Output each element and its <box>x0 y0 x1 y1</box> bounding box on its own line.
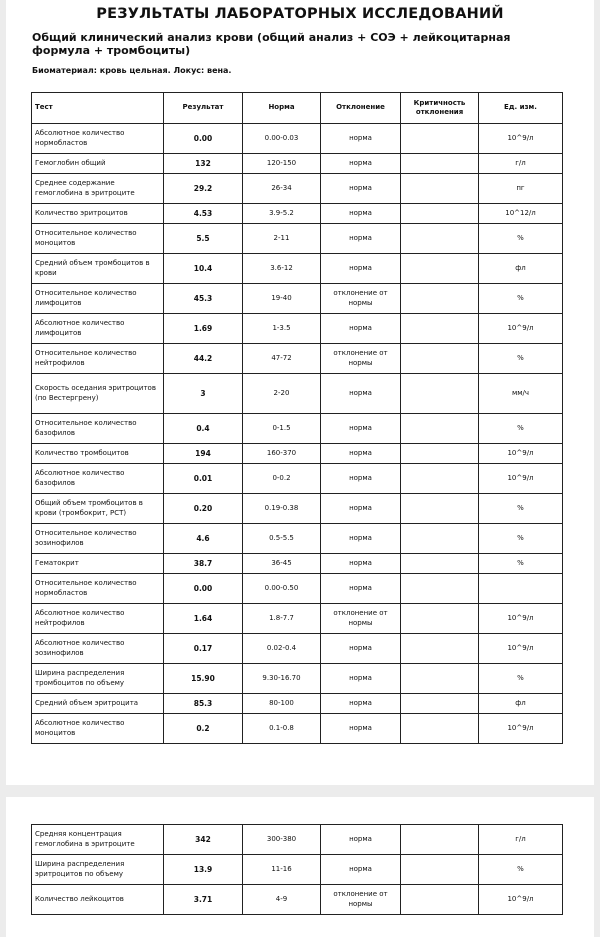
cell-norm: 0.00-0.50 <box>243 574 321 604</box>
results-table-body <box>32 124 563 744</box>
cell-test-name: Количество тромбоцитов <box>32 444 164 464</box>
cell-test-name: Относительное количество лимфоцитов <box>32 284 164 314</box>
cell-deviation: норма <box>321 314 401 344</box>
cell-deviation: норма <box>321 254 401 284</box>
cell-result: 342 <box>164 825 243 855</box>
cell-result: 13.9 <box>164 855 243 885</box>
cell-criticality <box>401 224 479 254</box>
table-row <box>32 494 563 524</box>
table-row <box>32 464 563 494</box>
cell-test-name: Ширина распределения эритроцитов по объему <box>32 855 164 885</box>
cell-deviation: норма <box>321 825 401 855</box>
cell-deviation: норма <box>321 174 401 204</box>
cell-deviation: отклонение от нормы <box>321 344 401 374</box>
table-row <box>32 444 563 464</box>
cell-unit: 10^9/л <box>479 444 563 464</box>
cell-deviation: норма <box>321 224 401 254</box>
col-header-criticality: Критичность отклонения <box>401 93 479 124</box>
cell-unit: 10^9/л <box>479 634 563 664</box>
cell-criticality <box>401 204 479 224</box>
table-row <box>32 204 563 224</box>
cell-norm: 3.6-12 <box>243 254 321 284</box>
cell-norm: 26-34 <box>243 174 321 204</box>
cell-unit: % <box>479 284 563 314</box>
cell-criticality <box>401 124 479 154</box>
cell-criticality <box>401 344 479 374</box>
table-row <box>32 254 563 284</box>
cell-criticality <box>401 374 479 414</box>
cell-norm: 36-45 <box>243 554 321 574</box>
cell-criticality <box>401 414 479 444</box>
cell-norm: 120-150 <box>243 154 321 174</box>
cell-deviation: норма <box>321 664 401 694</box>
cell-test-name: Средняя концентрация гемоглобина в эритроците <box>32 825 164 855</box>
cell-deviation: норма <box>321 154 401 174</box>
cell-unit: 10^9/л <box>479 885 563 915</box>
cell-test-name: Абсолютное количество эозинофилов <box>32 634 164 664</box>
cell-test-name: Скорость оседания эритроцитов (по Вестергрену) <box>32 374 164 414</box>
cell-norm: 80-100 <box>243 694 321 714</box>
cell-norm: 1.8-7.7 <box>243 604 321 634</box>
cell-result: 0.01 <box>164 464 243 494</box>
cell-criticality <box>401 494 479 524</box>
table-row <box>32 124 563 154</box>
cell-result: 132 <box>164 154 243 174</box>
cell-result: 15.90 <box>164 664 243 694</box>
cell-norm: 19-40 <box>243 284 321 314</box>
cell-unit: % <box>479 344 563 374</box>
analysis-subtitle: Общий клинический анализ крови (общий анализ + СОЭ + лейкоцитарная формула + тромбоциты) <box>32 31 511 57</box>
cell-criticality <box>401 885 479 915</box>
cell-unit: % <box>479 524 563 554</box>
table-row <box>32 344 563 374</box>
cell-result: 4.53 <box>164 204 243 224</box>
cell-unit <box>479 574 563 604</box>
cell-result: 0.17 <box>164 634 243 664</box>
table-row <box>32 284 563 314</box>
table-row <box>32 524 563 554</box>
cell-test-name: Средний объем эритроцита <box>32 694 164 714</box>
cell-norm: 1-3.5 <box>243 314 321 344</box>
cell-norm: 0-1.5 <box>243 414 321 444</box>
cell-criticality <box>401 174 479 204</box>
cell-unit: 10^9/л <box>479 714 563 744</box>
col-header-result: Результат <box>164 93 243 124</box>
cell-criticality <box>401 574 479 604</box>
cell-test-name: Относительное количество нейтрофилов <box>32 344 164 374</box>
cell-deviation: норма <box>321 714 401 744</box>
cell-criticality <box>401 524 479 554</box>
cell-norm: 2-20 <box>243 374 321 414</box>
cell-unit: % <box>479 414 563 444</box>
cell-result: 0.00 <box>164 124 243 154</box>
cell-test-name: Количество эритроцитов <box>32 204 164 224</box>
cell-criticality <box>401 554 479 574</box>
cell-result: 194 <box>164 444 243 464</box>
results-table <box>31 92 563 744</box>
cell-unit: г/л <box>479 154 563 174</box>
cell-deviation: норма <box>321 634 401 664</box>
cell-test-name: Гематокрит <box>32 554 164 574</box>
cell-norm: 9.30-16.70 <box>243 664 321 694</box>
table-row <box>32 174 563 204</box>
cell-test-name: Абсолютное количество нормобластов <box>32 124 164 154</box>
cell-norm: 2-11 <box>243 224 321 254</box>
cell-result: 0.2 <box>164 714 243 744</box>
cell-norm: 0-0.2 <box>243 464 321 494</box>
cell-criticality <box>401 604 479 634</box>
biomaterial-line: Биоматериал: кровь цельная. Локус: вена. <box>32 66 232 75</box>
cell-unit: фл <box>479 254 563 284</box>
table-row <box>32 414 563 444</box>
cell-deviation: норма <box>321 554 401 574</box>
table-header-row <box>32 93 563 124</box>
cell-unit: % <box>479 855 563 885</box>
cell-criticality <box>401 694 479 714</box>
cell-unit: фл <box>479 694 563 714</box>
cell-deviation: норма <box>321 464 401 494</box>
cell-norm: 160-370 <box>243 444 321 464</box>
table-row <box>32 554 563 574</box>
cell-result: 44.2 <box>164 344 243 374</box>
col-header-unit: Ед. изм. <box>479 93 563 124</box>
results-table-continued-body <box>32 825 563 915</box>
table-row <box>32 604 563 634</box>
cell-norm: 0.5-5.5 <box>243 524 321 554</box>
cell-unit: 10^9/л <box>479 604 563 634</box>
col-header-deviation: Отклонение <box>321 93 401 124</box>
cell-unit: мм/ч <box>479 374 563 414</box>
page-title: РЕЗУЛЬТАТЫ ЛАБОРАТОРНЫХ ИССЛЕДОВАНИЙ <box>96 6 504 22</box>
cell-result: 3.71 <box>164 885 243 915</box>
cell-test-name: Ширина распределения тромбоцитов по объему <box>32 664 164 694</box>
cell-result: 0.4 <box>164 414 243 444</box>
cell-criticality <box>401 855 479 885</box>
cell-norm: 0.1-0.8 <box>243 714 321 744</box>
table-row <box>32 154 563 174</box>
cell-test-name: Абсолютное количество лимфоцитов <box>32 314 164 344</box>
cell-test-name: Относительное количество нормобластов <box>32 574 164 604</box>
cell-result: 3 <box>164 374 243 414</box>
cell-result: 0.20 <box>164 494 243 524</box>
col-header-norm: Норма <box>243 93 321 124</box>
cell-deviation: норма <box>321 494 401 524</box>
cell-criticality <box>401 154 479 174</box>
cell-unit: % <box>479 554 563 574</box>
cell-test-name: Абсолютное количество нейтрофилов <box>32 604 164 634</box>
table-row <box>32 825 563 855</box>
cell-test-name: Среднее содержание гемоглобина в эритроците <box>32 174 164 204</box>
table-row <box>32 374 563 414</box>
table-row <box>32 714 563 744</box>
cell-deviation: норма <box>321 374 401 414</box>
cell-unit: г/л <box>479 825 563 855</box>
cell-result: 29.2 <box>164 174 243 204</box>
cell-deviation: норма <box>321 574 401 604</box>
cell-unit: 10^12/л <box>479 204 563 224</box>
table-row <box>32 664 563 694</box>
cell-deviation: отклонение от нормы <box>321 885 401 915</box>
cell-norm: 47-72 <box>243 344 321 374</box>
cell-unit: % <box>479 224 563 254</box>
table-row <box>32 224 563 254</box>
cell-unit: 10^9/л <box>479 464 563 494</box>
table-row <box>32 574 563 604</box>
cell-result: 4.6 <box>164 524 243 554</box>
cell-norm: 300-380 <box>243 825 321 855</box>
cell-deviation: норма <box>321 855 401 885</box>
cell-criticality <box>401 314 479 344</box>
cell-test-name: Абсолютное количество базофилов <box>32 464 164 494</box>
cell-norm: 11-16 <box>243 855 321 885</box>
cell-test-name: Средний объем тромбоцитов в крови <box>32 254 164 284</box>
cell-test-name: Относительное количество базофилов <box>32 414 164 444</box>
cell-deviation: норма <box>321 414 401 444</box>
cell-test-name: Количество лейкоцитов <box>32 885 164 915</box>
cell-result: 85.3 <box>164 694 243 714</box>
cell-result: 1.69 <box>164 314 243 344</box>
cell-unit: 10^9/л <box>479 124 563 154</box>
cell-criticality <box>401 254 479 284</box>
cell-deviation: норма <box>321 524 401 554</box>
cell-result: 5.5 <box>164 224 243 254</box>
cell-test-name: Относительное количество моноцитов <box>32 224 164 254</box>
cell-unit: пг <box>479 174 563 204</box>
cell-test-name: Гемоглобин общий <box>32 154 164 174</box>
cell-criticality <box>401 634 479 664</box>
cell-result: 10.4 <box>164 254 243 284</box>
cell-deviation: отклонение от нормы <box>321 284 401 314</box>
cell-test-name: Абсолютное количество моноцитов <box>32 714 164 744</box>
cell-test-name: Общий объем тромбоцитов в крови (тромбокрит, PCT) <box>32 494 164 524</box>
cell-deviation: норма <box>321 124 401 154</box>
cell-result: 45.3 <box>164 284 243 314</box>
table-row <box>32 314 563 344</box>
cell-criticality <box>401 825 479 855</box>
cell-test-name: Относительное количество эозинофилов <box>32 524 164 554</box>
table-row <box>32 694 563 714</box>
cell-criticality <box>401 444 479 464</box>
col-header-test: Тест <box>32 93 164 124</box>
cell-criticality <box>401 284 479 314</box>
cell-criticality <box>401 664 479 694</box>
table-row <box>32 855 563 885</box>
table-row <box>32 634 563 664</box>
cell-unit: % <box>479 494 563 524</box>
cell-deviation: норма <box>321 694 401 714</box>
cell-deviation: норма <box>321 204 401 224</box>
cell-norm: 0.19-0.38 <box>243 494 321 524</box>
cell-norm: 4-9 <box>243 885 321 915</box>
cell-deviation: норма <box>321 444 401 464</box>
cell-result: 38.7 <box>164 554 243 574</box>
cell-unit: 10^9/л <box>479 314 563 344</box>
results-table-continued <box>31 824 563 915</box>
cell-criticality <box>401 464 479 494</box>
cell-result: 1.64 <box>164 604 243 634</box>
table-row <box>32 885 563 915</box>
cell-criticality <box>401 714 479 744</box>
cell-result: 0.00 <box>164 574 243 604</box>
cell-unit: % <box>479 664 563 694</box>
cell-norm: 3.9-5.2 <box>243 204 321 224</box>
cell-norm: 0.00-0.03 <box>243 124 321 154</box>
cell-norm: 0.02-0.4 <box>243 634 321 664</box>
cell-deviation: отклонение от нормы <box>321 604 401 634</box>
